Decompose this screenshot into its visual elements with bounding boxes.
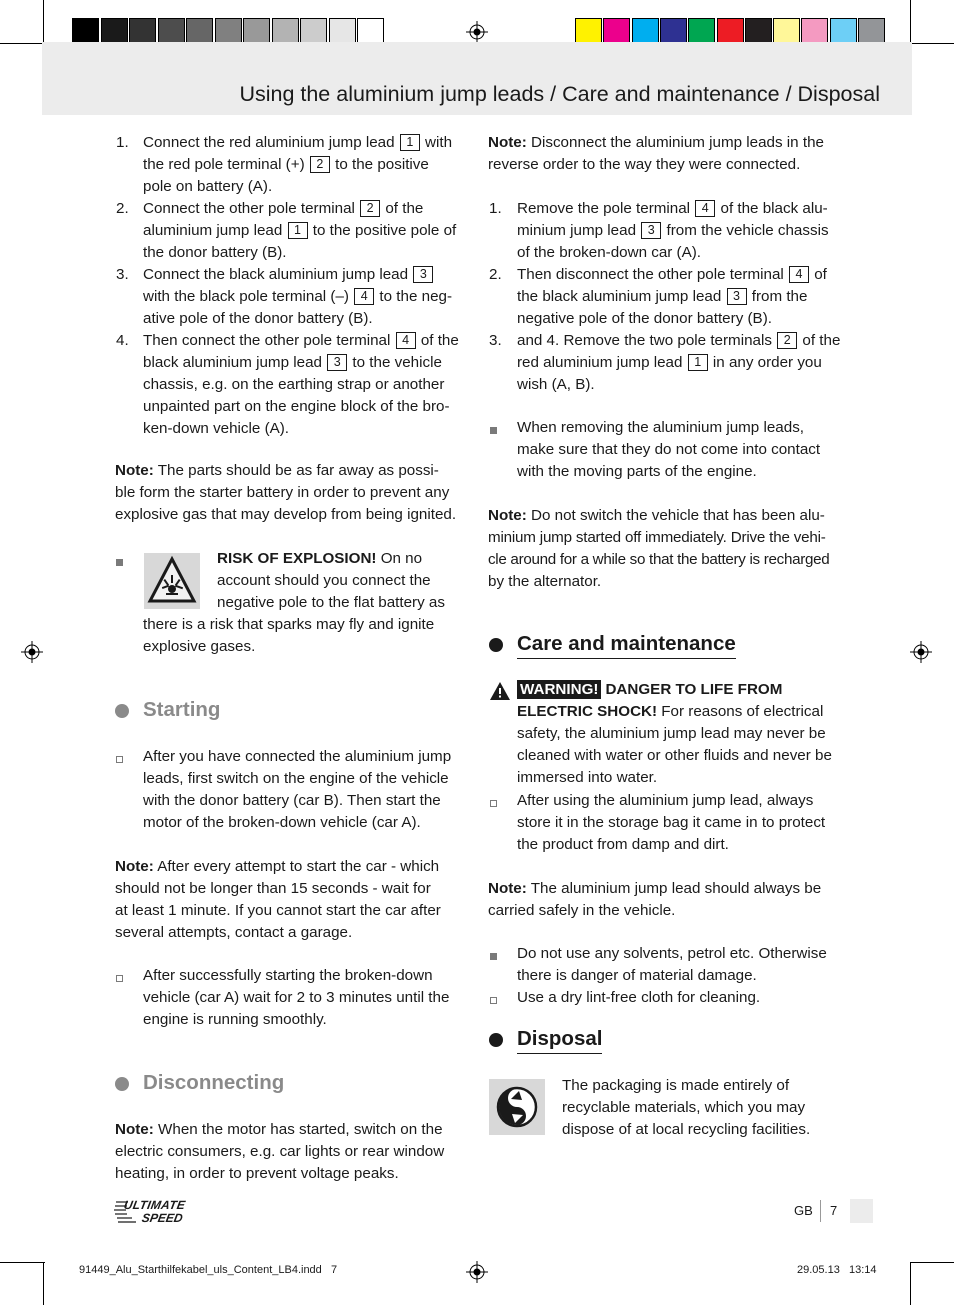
bullet — [116, 559, 123, 566]
starting-heading: Starting — [143, 698, 221, 721]
step-line: the black aluminium jump lead 3 from the — [517, 288, 808, 305]
warning-triangle-icon — [489, 681, 511, 701]
page-title: Using the aluminium jump leads / Care and maintenance / Disposal — [239, 82, 880, 106]
part-reference-box: 3 — [727, 288, 747, 305]
risk-of-explosion-text: RISK OF EXPLOSION! On no account should you connect the negative pole to the flat battery as — [217, 550, 445, 611]
bullet — [490, 427, 497, 434]
solvent-warning-text: Do not use any solvents, petrol etc. Otherwise there is danger of material damage. — [517, 945, 827, 984]
crop-mark — [43, 0, 44, 45]
part-reference-box: 2 — [310, 156, 330, 173]
step-line: negative pole of the donor battery (B). — [517, 310, 772, 327]
risk-of-explosion-text-cont: there is a risk that sparks may fly and ignite explosive gases. — [143, 616, 435, 655]
step-text — [517, 264, 857, 330]
section-dot — [115, 704, 129, 718]
danger-electric-shock-text: WARNING! DANGER TO LIFE FROM ELECTRIC SHOCK! For reasons of electrical safety, the aluminium jump lead may never be cleaned with water or other fluids and never be immersed into water. — [517, 681, 832, 786]
storage-text: After using the aluminium jump lead, always store it in the storage bag it came in to protect the product from damp and dirt. — [517, 792, 826, 853]
lang-label: GB — [794, 1203, 813, 1218]
step-text — [143, 198, 483, 264]
step-line: Connect the black aluminium jump lead 3 — [143, 264, 483, 286]
step-line: minium jump lead 3 from the vehicle chassis — [517, 222, 829, 239]
crop-mark — [0, 1262, 45, 1263]
cloth-text: Use a dry lint-free cloth for cleaning. — [517, 989, 761, 1006]
crop-mark — [43, 1262, 44, 1305]
step-text — [517, 330, 857, 396]
note-disconnect-order: Note: Disconnect the aluminium jump leads in the reverse order to the way they were connected. — [488, 134, 824, 173]
part-reference-box: 2 — [777, 332, 797, 349]
part-reference-box: 4 — [695, 200, 715, 217]
step-line: ative pole of the donor battery (B). — [143, 310, 373, 327]
section-dot — [489, 1033, 503, 1047]
step-number: 2. — [116, 200, 129, 217]
print-date: 29.05.13 13:14 — [797, 1264, 877, 1276]
step-line: Connect the other pole terminal 2 of the — [143, 200, 424, 217]
bullet — [490, 800, 497, 807]
step-line: and 4. Remove the two pole terminals 2 of the — [517, 332, 841, 349]
part-reference-box: 4 — [354, 288, 374, 305]
registration-mark-icon — [466, 21, 488, 43]
crop-mark — [910, 0, 911, 45]
step-number: 1. — [489, 200, 502, 217]
disconnecting-heading: Disconnecting — [143, 1071, 285, 1094]
page-number: 7 — [830, 1203, 838, 1218]
step-number: 3. — [116, 266, 129, 283]
logo-text-top: ULTIMATE — [122, 1198, 187, 1212]
brand-logo — [114, 1196, 202, 1228]
note-voltage-peaks: Note: When the motor has started, switch on the electric consumers, e.g. car lights or rear window heating, in order to prevent voltage peaks. — [115, 1121, 445, 1182]
bullet — [116, 975, 123, 982]
part-reference-box: 1 — [400, 134, 420, 151]
step-line: with the black pole terminal (–) 4 to the neg- — [143, 288, 453, 305]
part-reference-box: 3 — [641, 222, 661, 239]
removing-warning-text: When removing the aluminium jump leads, make sure that they do not come into contact with the moving parts of the engine. — [517, 419, 821, 480]
step-line: the red pole terminal (+) 2 to the positive — [143, 156, 429, 173]
step-line: Remove the pole terminal 4 of the black alu- — [517, 200, 828, 217]
part-reference-box: 4 — [396, 332, 416, 349]
after-start-text: After successfully starting the broken-down vehicle (car A) wait for 2 to 3 minutes until the engine is running smoothly. — [143, 967, 450, 1028]
green-dot-recycling-icon — [489, 1079, 545, 1135]
step-text — [143, 264, 483, 330]
warning-badge: WARNING! — [517, 680, 601, 699]
step-line: Then connect the other pole terminal 4 of the — [143, 332, 459, 349]
crop-mark — [910, 1262, 954, 1263]
step-number: 1. — [116, 134, 129, 151]
step-number: 2. — [489, 266, 502, 283]
note-alternator: Note: Do not switch the vehicle that has been alu- minium jump started off immediately. Drive the vehi- cle around for a while so that the battery is recharged by the alternator. — [488, 507, 830, 590]
step-line: the donor battery (B). — [143, 244, 287, 261]
step-line: unpainted part on the engine block of the bro- — [143, 398, 450, 415]
explosion-warning-icon — [144, 553, 200, 609]
step-text — [517, 198, 857, 264]
note-carry-safely: Note: The aluminium jump lead should always be carried safely in the vehicle. — [488, 880, 822, 919]
part-reference-box: 2 — [360, 200, 380, 217]
step-line: wish (A, B). — [517, 376, 595, 393]
footer-divider — [820, 1200, 821, 1222]
step-line: pole on battery (A). — [143, 178, 273, 195]
part-reference-box: 1 — [288, 222, 308, 239]
note-parts-distance: Note: The parts should be as far away as possi- ble form the starter battery in order to prevent any explosive gas that may develop from being ignited. — [115, 462, 457, 523]
crop-mark — [0, 43, 45, 44]
bullet — [490, 997, 497, 1004]
step-line: Connect the red aluminium jump lead 1 with — [143, 134, 453, 151]
note-start-attempts: Note: After every attempt to start the car - which should not be longer than 15 seconds - wait for at least 1 minute. If you cannot start the car after several attempts, contact a garage. — [115, 858, 441, 941]
step-line: ken-down vehicle (A). — [143, 420, 290, 437]
step-line: of the broken-down car (A). — [517, 244, 702, 261]
section-dot — [115, 1077, 129, 1091]
step-line: Then disconnect the other pole terminal 4 of — [517, 266, 827, 283]
care-heading: Care and maintenance — [517, 632, 736, 659]
part-reference-box: 3 — [413, 266, 433, 283]
section-dot — [489, 638, 503, 652]
file-info: 91449_Alu_Starthilfekabel_uls_Content_LB4.indd 7 — [79, 1264, 338, 1276]
step-number: 4. — [116, 332, 129, 349]
step-number: 3. — [489, 332, 502, 349]
part-reference-box: 1 — [688, 354, 708, 371]
part-reference-box: 3 — [327, 354, 347, 371]
step-line: chassis, e.g. on the earthing strap or another — [143, 376, 445, 393]
page-tab — [850, 1199, 873, 1223]
bullet — [490, 953, 497, 960]
step-line: black aluminium jump lead 3 to the vehicle — [143, 354, 442, 371]
step-text — [143, 330, 483, 440]
step-line: red aluminium jump lead 1 in any order you — [517, 354, 822, 371]
logo-text-bottom: SPEED — [140, 1211, 184, 1225]
disposal-text: The packaging is made entirely of recyclable materials, which you may dispose of at local recycling facilities. — [562, 1077, 811, 1138]
crop-mark — [910, 43, 954, 44]
crop-mark — [910, 1262, 911, 1305]
registration-mark-icon — [910, 641, 932, 663]
step-text — [143, 132, 483, 198]
disposal-heading: Disposal — [517, 1027, 602, 1054]
part-reference-box: 4 — [789, 266, 809, 283]
step-line: aluminium jump lead 1 to the positive pole of — [143, 222, 457, 239]
registration-mark-icon — [21, 641, 43, 663]
starting-step-text: After you have connected the aluminium jump leads, first switch on the engine of the vehicle with the donor battery (car B). Then start the motor of the broken-down vehicle (car A). — [143, 748, 452, 831]
bullet — [116, 756, 123, 763]
registration-mark-icon — [466, 1261, 488, 1283]
